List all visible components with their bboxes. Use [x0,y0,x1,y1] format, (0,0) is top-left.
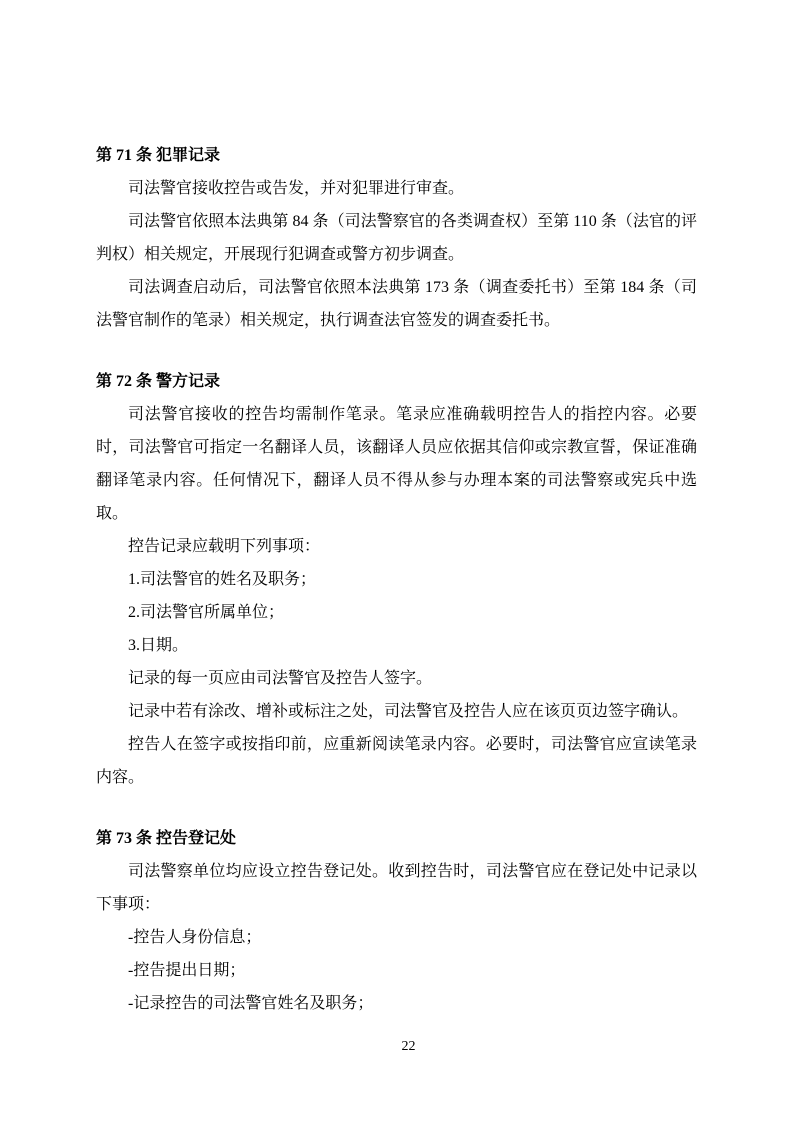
article-73 [96,822,697,1020]
document-content [96,139,697,1048]
article-72-paragraph: 控告人在签字或按指印前，应重新阅读笔录内容。必要时，司法警官应宣读笔录内容。 [96,736,697,786]
article-72-list-item: 3.日期。 [128,637,189,654]
article-72-paragraph: 控告记录应载明下列事项： [128,538,321,555]
article-72-list-item: 2.司法警官所属单位； [128,604,285,621]
article-72-heading: 第 72 条 警方记录 [96,373,221,390]
article-73-list-item: -控告人身份信息； [128,929,262,946]
article-73-heading: 第 73 条 控告登记处 [96,830,237,847]
article-73-list-item: -记录控告的司法警官姓名及职务； [128,995,374,1012]
article-73-list-item: -控告提出日期； [128,962,246,979]
article-71-paragraph: 司法调查启动后，司法警官依照本法典第 173 条（调查委托书）至第 184 条（司法警官制作的笔录）相关规定，执行调查法官签发的调查委托书。 [96,279,697,329]
page-number: 22 [401,1039,416,1054]
article-73-paragraph: 司法警察单位均应设立控告登记处。收到控告时，司法警官应在登记处中记录以下事项： [96,863,697,913]
article-71 [96,139,697,337]
article-71-paragraph: 司法警官接收控告或告发，并对犯罪进行审查。 [128,180,465,197]
article-72-paragraph: 司法警官接收的控告均需制作笔录。笔录应准确载明控告人的指控内容。必要时，司法警官可指定一名翻译人员，该翻译人员应依据其信仰或宗教宣誓，保证准确翻译笔录内容。任何情况下，翻译人员不得从参与办理本案的司法警察或宪兵中选取。 [96,406,697,522]
article-72-paragraph: 记录的每一页应由司法警官及控告人签字。 [128,670,433,687]
article-72-list-item: 1.司法警官的姓名及职务； [128,571,317,588]
page-footer [96,1036,721,1058]
article-71-paragraph: 司法警官依照本法典第 84 条（司法警察官的各类调查权）至第 110 条（法官的评判权）相关规定，开展现行犯调查或警方初步调查。 [96,213,697,263]
article-72-paragraph: 记录中若有涂改、增补或标注之处，司法警官及控告人应在该页页边签字确认。 [128,703,689,720]
article-72 [96,365,697,794]
article-71-heading: 第 71 条 犯罪记录 [96,147,221,164]
